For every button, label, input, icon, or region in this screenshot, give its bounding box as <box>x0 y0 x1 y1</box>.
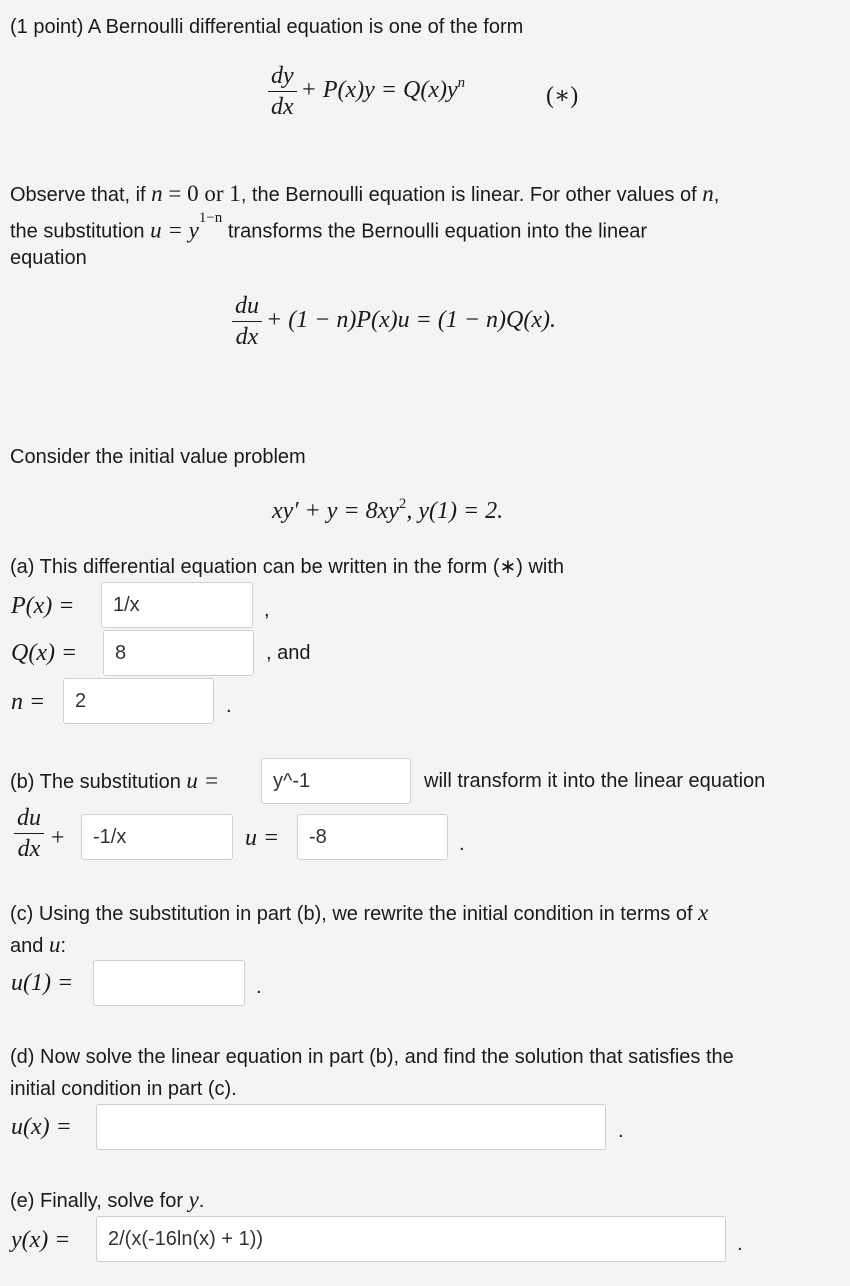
eq-rest: + P(x)y = Q(x)y <box>300 77 458 104</box>
part-b-text-b: will transform it into the linear equation <box>424 770 766 792</box>
part-b-intro: (b) The substitution <box>10 771 187 793</box>
ivp-intro: Consider the initial value problem <box>10 446 306 468</box>
part-d-line-2: initial condition in part (c). <box>10 1078 237 1100</box>
p-label: P(x) = <box>11 593 75 619</box>
u1-input[interactable] <box>93 960 245 1006</box>
q-label: Q(x) = <box>11 640 78 666</box>
eq-exponent: n <box>457 75 466 92</box>
n-after: . <box>226 695 232 717</box>
part-c-text: (c) Using the substitution in part (b), we rewrite the initial condition in terms of <box>10 903 699 925</box>
part-b-plus: + <box>51 825 65 851</box>
eq-dy: dy <box>268 64 297 92</box>
eq-dx: dx <box>271 94 294 120</box>
part-e-intro: (e) Finally, solve for <box>10 1190 189 1212</box>
observe-text-a: Observe that, if <box>10 184 152 206</box>
yx-input[interactable] <box>96 1216 726 1262</box>
observe-n: n <box>151 181 163 206</box>
part-b-derivative <box>14 806 44 861</box>
part-c-colon: : <box>60 935 66 957</box>
rhs-input[interactable] <box>297 814 448 860</box>
part-e-period: . <box>198 1190 205 1212</box>
part-a-text: (a) This differential equation can be written in the form (∗) with <box>10 556 565 578</box>
ux-input[interactable] <box>96 1104 606 1150</box>
part-d-end: . <box>618 1120 624 1142</box>
lin-dx: dx <box>235 324 259 350</box>
n-input[interactable] <box>63 678 214 724</box>
observe-transform-text: transforms the Bernoulli equation into the linear <box>222 220 647 243</box>
p-after: , <box>264 599 270 621</box>
observe-line-1 <box>10 178 719 211</box>
observe-line-3: equation <box>10 247 87 269</box>
linear-equation <box>232 294 556 349</box>
intro-text: (1 point) A Bernoulli differential equation is one of the form <box>10 16 524 38</box>
observe-exponent: 1−n <box>198 210 223 226</box>
part-e-end: . <box>737 1233 743 1255</box>
part-c-x: x <box>698 900 709 925</box>
observe-sub-text: the substitution <box>10 220 151 243</box>
part-c-end: . <box>256 976 262 998</box>
coefficient-input[interactable] <box>81 814 233 860</box>
observe-u: u <box>150 217 162 243</box>
ivp-eq-a: xy′ + y = 8xy <box>272 498 399 524</box>
observe-n2: n <box>702 181 714 206</box>
q-after: , and <box>266 642 311 664</box>
yx-label: y(x) = <box>11 1227 71 1253</box>
p-input[interactable] <box>101 582 253 628</box>
b-dx: dx <box>17 836 41 862</box>
part-c-and: and <box>10 935 49 957</box>
part-c-line-2 <box>10 929 66 962</box>
part-c-u: u <box>48 932 61 957</box>
part-b-text-a <box>10 765 219 798</box>
part-b-u-label: u = <box>186 768 220 793</box>
part-c-line-1 <box>10 897 708 930</box>
observe-comma: , <box>713 184 720 206</box>
observe-values: = 0 or 1 <box>162 181 241 206</box>
u1-label: u(1) = <box>11 970 74 996</box>
part-b-u-eq: u = <box>245 825 280 851</box>
lin-du: du <box>232 294 262 322</box>
eq-tag: (∗) <box>546 83 579 109</box>
lin-rest: + (1 − n)P(x)u = (1 − n)Q(x). <box>266 307 557 334</box>
ivp-eq-b: , y(1) = 2. <box>406 498 504 524</box>
observe-eq-y: = y <box>161 217 199 243</box>
part-e-text <box>10 1184 204 1217</box>
q-input[interactable] <box>103 630 254 676</box>
part-b-end: . <box>459 833 465 855</box>
ivp-exponent: 2 <box>398 496 407 513</box>
ivp-equation <box>272 498 503 523</box>
bernoulli-equation <box>268 64 465 119</box>
part-d-line-1: (d) Now solve the linear equation in part (b), and find the solution that satisfies the <box>10 1046 734 1068</box>
n-label: n = <box>11 689 46 715</box>
observe-line-2 <box>10 210 647 248</box>
ux-label: u(x) = <box>11 1114 72 1140</box>
substitution-input[interactable] <box>261 758 411 804</box>
b-du: du <box>14 806 44 834</box>
observe-text-c: , the Bernoulli equation is linear. For other values of <box>240 184 703 206</box>
part-e-y: y <box>188 1187 199 1212</box>
